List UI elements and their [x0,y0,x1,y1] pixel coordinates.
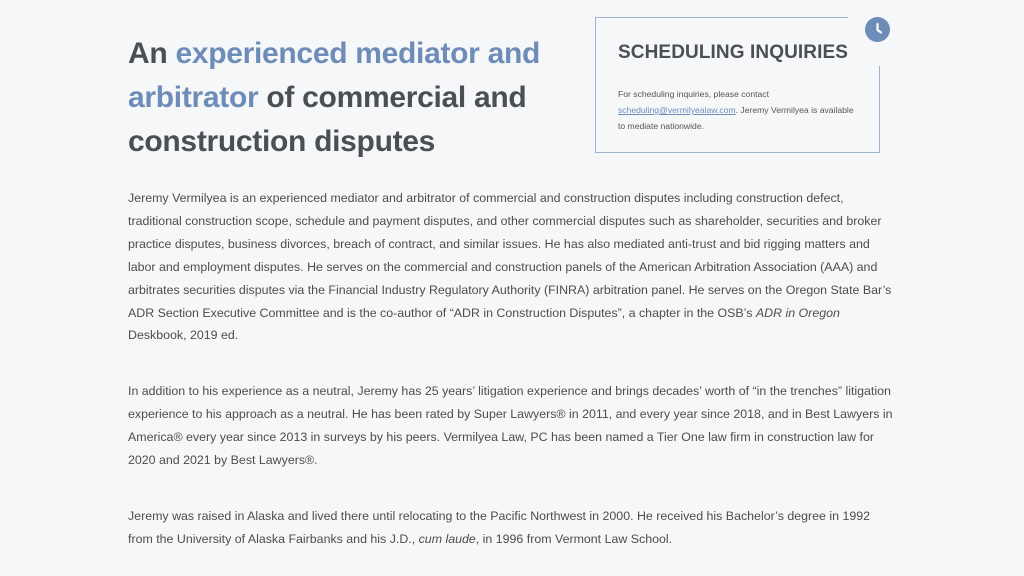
page-heading [128,32,578,164]
bio-paragraph-3-tail: , in 1996 from Vermont Law School. [475,531,673,546]
scheduling-email-link[interactable]: scheduling@vermilyealaw.com [618,105,736,115]
bio-paragraph-3-italic: cum laude [418,531,476,546]
bio-paragraph-1-tail: Deskbook, 2019 ed. [128,328,239,343]
heading-accent: experienced mediator and arbitrator [128,37,541,114]
bio-paragraph-3 [128,505,898,551]
scheduling-text [618,86,858,134]
bio-paragraph-1-main: Jeremy Vermilyea is an experienced mediator and arbitrator of commercial and construction disputes including construction defect, traditional construction scope, schedule and payment disputes, and other commercial disputes such as shareholder, securities and broker practice disputes, business divorces, breach of contract, and similar issues. He has also mediated anti-trust and bid rigging matters and labor and employment disputes. He serves on the commercial and construction panels of the American Arbitration Association (AAA) and arbitrates securities disputes via the Financial Industry Regulatory Authority (FINRA) arbitration panel. He serves on the Oregon State Bar’s ADR Section Executive Committee and is the co-author of “ADR in Construction Disputes”, a chapter in the OSB’s [128,191,892,320]
scheduling-title: SCHEDULING INQUIRIES [618,42,849,63]
scheduling-text-before: For scheduling inquiries, please contact [618,89,769,99]
bio-paragraph-2: In addition to his experience as a neutral, Jeremy has 25 years’ litigation experience and brings decades’ worth of “in the trenches” litigation experience to his approach as a neutral. He has been rated by Super Lawyers® in 2011, and every year since 2018, and in Best Lawyers in America® every year since 2013 in surveys by his peers. Vermilyea Law, PC has been named a Tier One law firm in construction law for 2020 and 2021 by Best Lawyers®. [128,384,893,468]
bio-paragraph-1-italic: ADR in Oregon [755,305,840,320]
scheduling-box [595,17,880,153]
heading-plain-end: of commercial and construction disputes [128,81,527,158]
scheduling-text-after: . Jeremy Vermilyea is available to mediate nationwide. [618,105,854,131]
heading-plain-start: An [128,37,176,70]
bio-content [128,187,898,576]
bio-paragraph-1 [128,187,898,347]
bio-paragraph-3-main: Jeremy was raised in Alaska and lived there until relocating to the Pacific Northwest in 2000. He received his Bachelor’s degree in 1992 from the University of Alaska Fairbanks and his J.D., [128,508,871,546]
clock-icon [865,17,890,42]
